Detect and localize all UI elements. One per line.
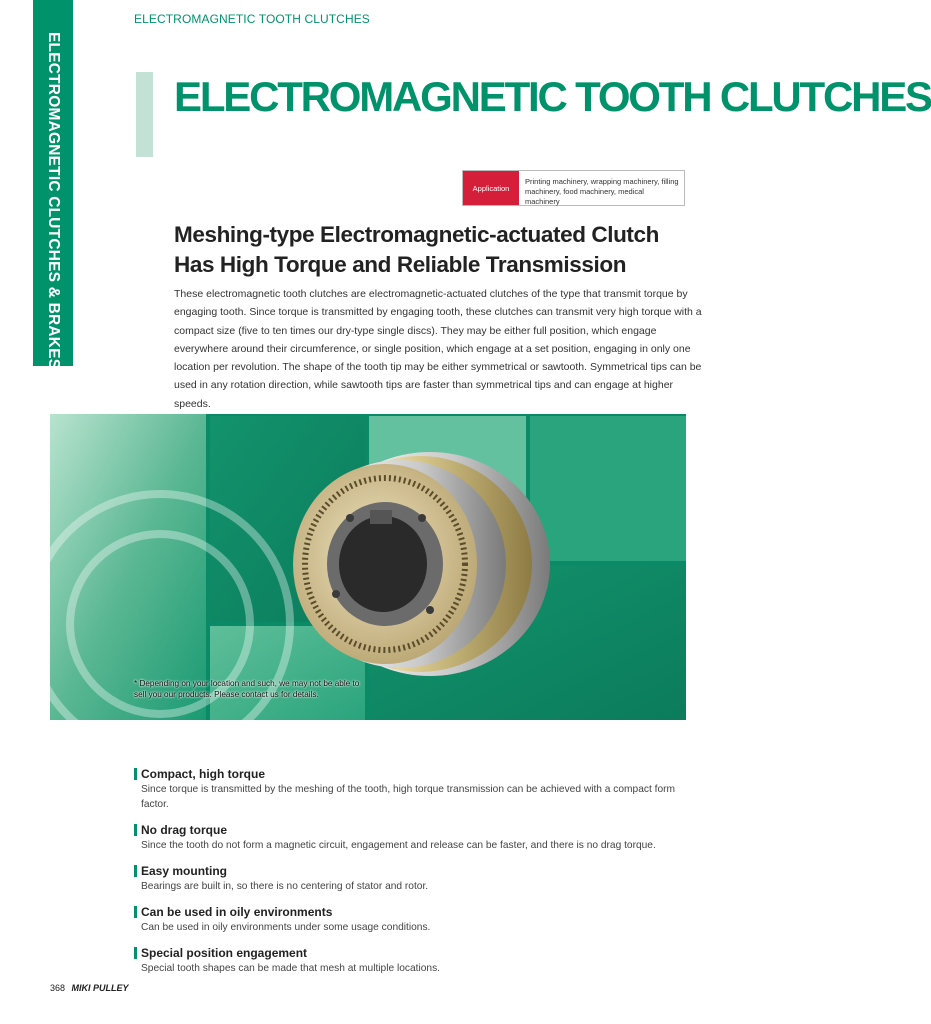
clutch-illustration [50,414,686,720]
page-title: ELECTROMAGNETIC TOOTH CLUTCHES [174,73,931,120]
availability-note [134,678,359,700]
title-accent-bar [136,72,153,157]
application-label: Application [463,171,519,205]
page-footer [50,983,129,993]
feature-title: Can be used in oily environments [134,904,694,920]
feature-title: No drag torque [134,822,694,838]
feature-item [134,904,694,935]
application-text: Printing machinery, wrapping machinery, filling machinery, food machinery, medical machinery [525,177,679,206]
feature-item [134,945,694,976]
subtitle: Meshing-type Electromagnetic-actuated Clutch Has High Torque and Reliable Transmission [174,222,659,277]
feature-item [134,863,694,894]
application-box [462,170,685,206]
feature-title: Compact, high torque [134,766,694,782]
product-photo [50,414,686,720]
page-number: 368 [50,983,66,993]
feature-description: Special tooth shapes can be made that mesh at multiple locations. [141,963,441,974]
feature-bullet-icon [134,768,137,780]
note-line-1: * Depending on your location and such, we may not be able to [134,679,360,688]
feature-description: Since the tooth do not form a magnetic circuit, engagement and release can be faster, and there is no drag torque. [141,840,656,851]
note-line-2: sell you our products. Please contact us for details. [134,690,319,699]
feature-bullet-icon [134,824,137,836]
brand-logo: MIKI PULLEY [71,983,129,993]
feature-title: Special position engagement [134,945,694,961]
feature-title: Easy mounting [134,863,694,879]
feature-bullet-icon [134,947,137,959]
feature-list [134,766,694,986]
side-tab [33,0,73,370]
feature-description: Can be used in oily environments under some usage conditions. [141,922,431,933]
side-tab-label: ELECTROMAGNETIC CLUTCHES & BRAKES [45,32,62,370]
feature-description: Since torque is transmitted by the meshing of the tooth, high torque transmission can be achieved with a compact form factor. [141,784,675,810]
feature-bullet-icon [134,865,137,877]
intro-paragraph: These electromagnetic tooth clutches are electromagnetic-actuated clutches of the type that transmit torque by engaging tooth. Since torque is transmitted by engaging tooth, these clutches can transmit very high torque with a compact size (five to ten times our dry-type single discs). They may be either full position, which engage everywhere around their circumference, or single position, which engage at a set position, engaging in only one location per revolution. The shape of the tooth tip may be either symmetrical or sawtooth. Symmetrical tips can be used in any rotation direction, while sawtooth tips are faster than symmetrical tips and can engage at higher speeds. [174,288,702,410]
section-label: ELECTROMAGNETIC TOOTH CLUTCHES [134,12,370,26]
feature-item [134,766,694,812]
feature-bullet-icon [134,906,137,918]
feature-item [134,822,694,853]
feature-description: Bearings are built in, so there is no centering of stator and rotor. [141,881,429,892]
